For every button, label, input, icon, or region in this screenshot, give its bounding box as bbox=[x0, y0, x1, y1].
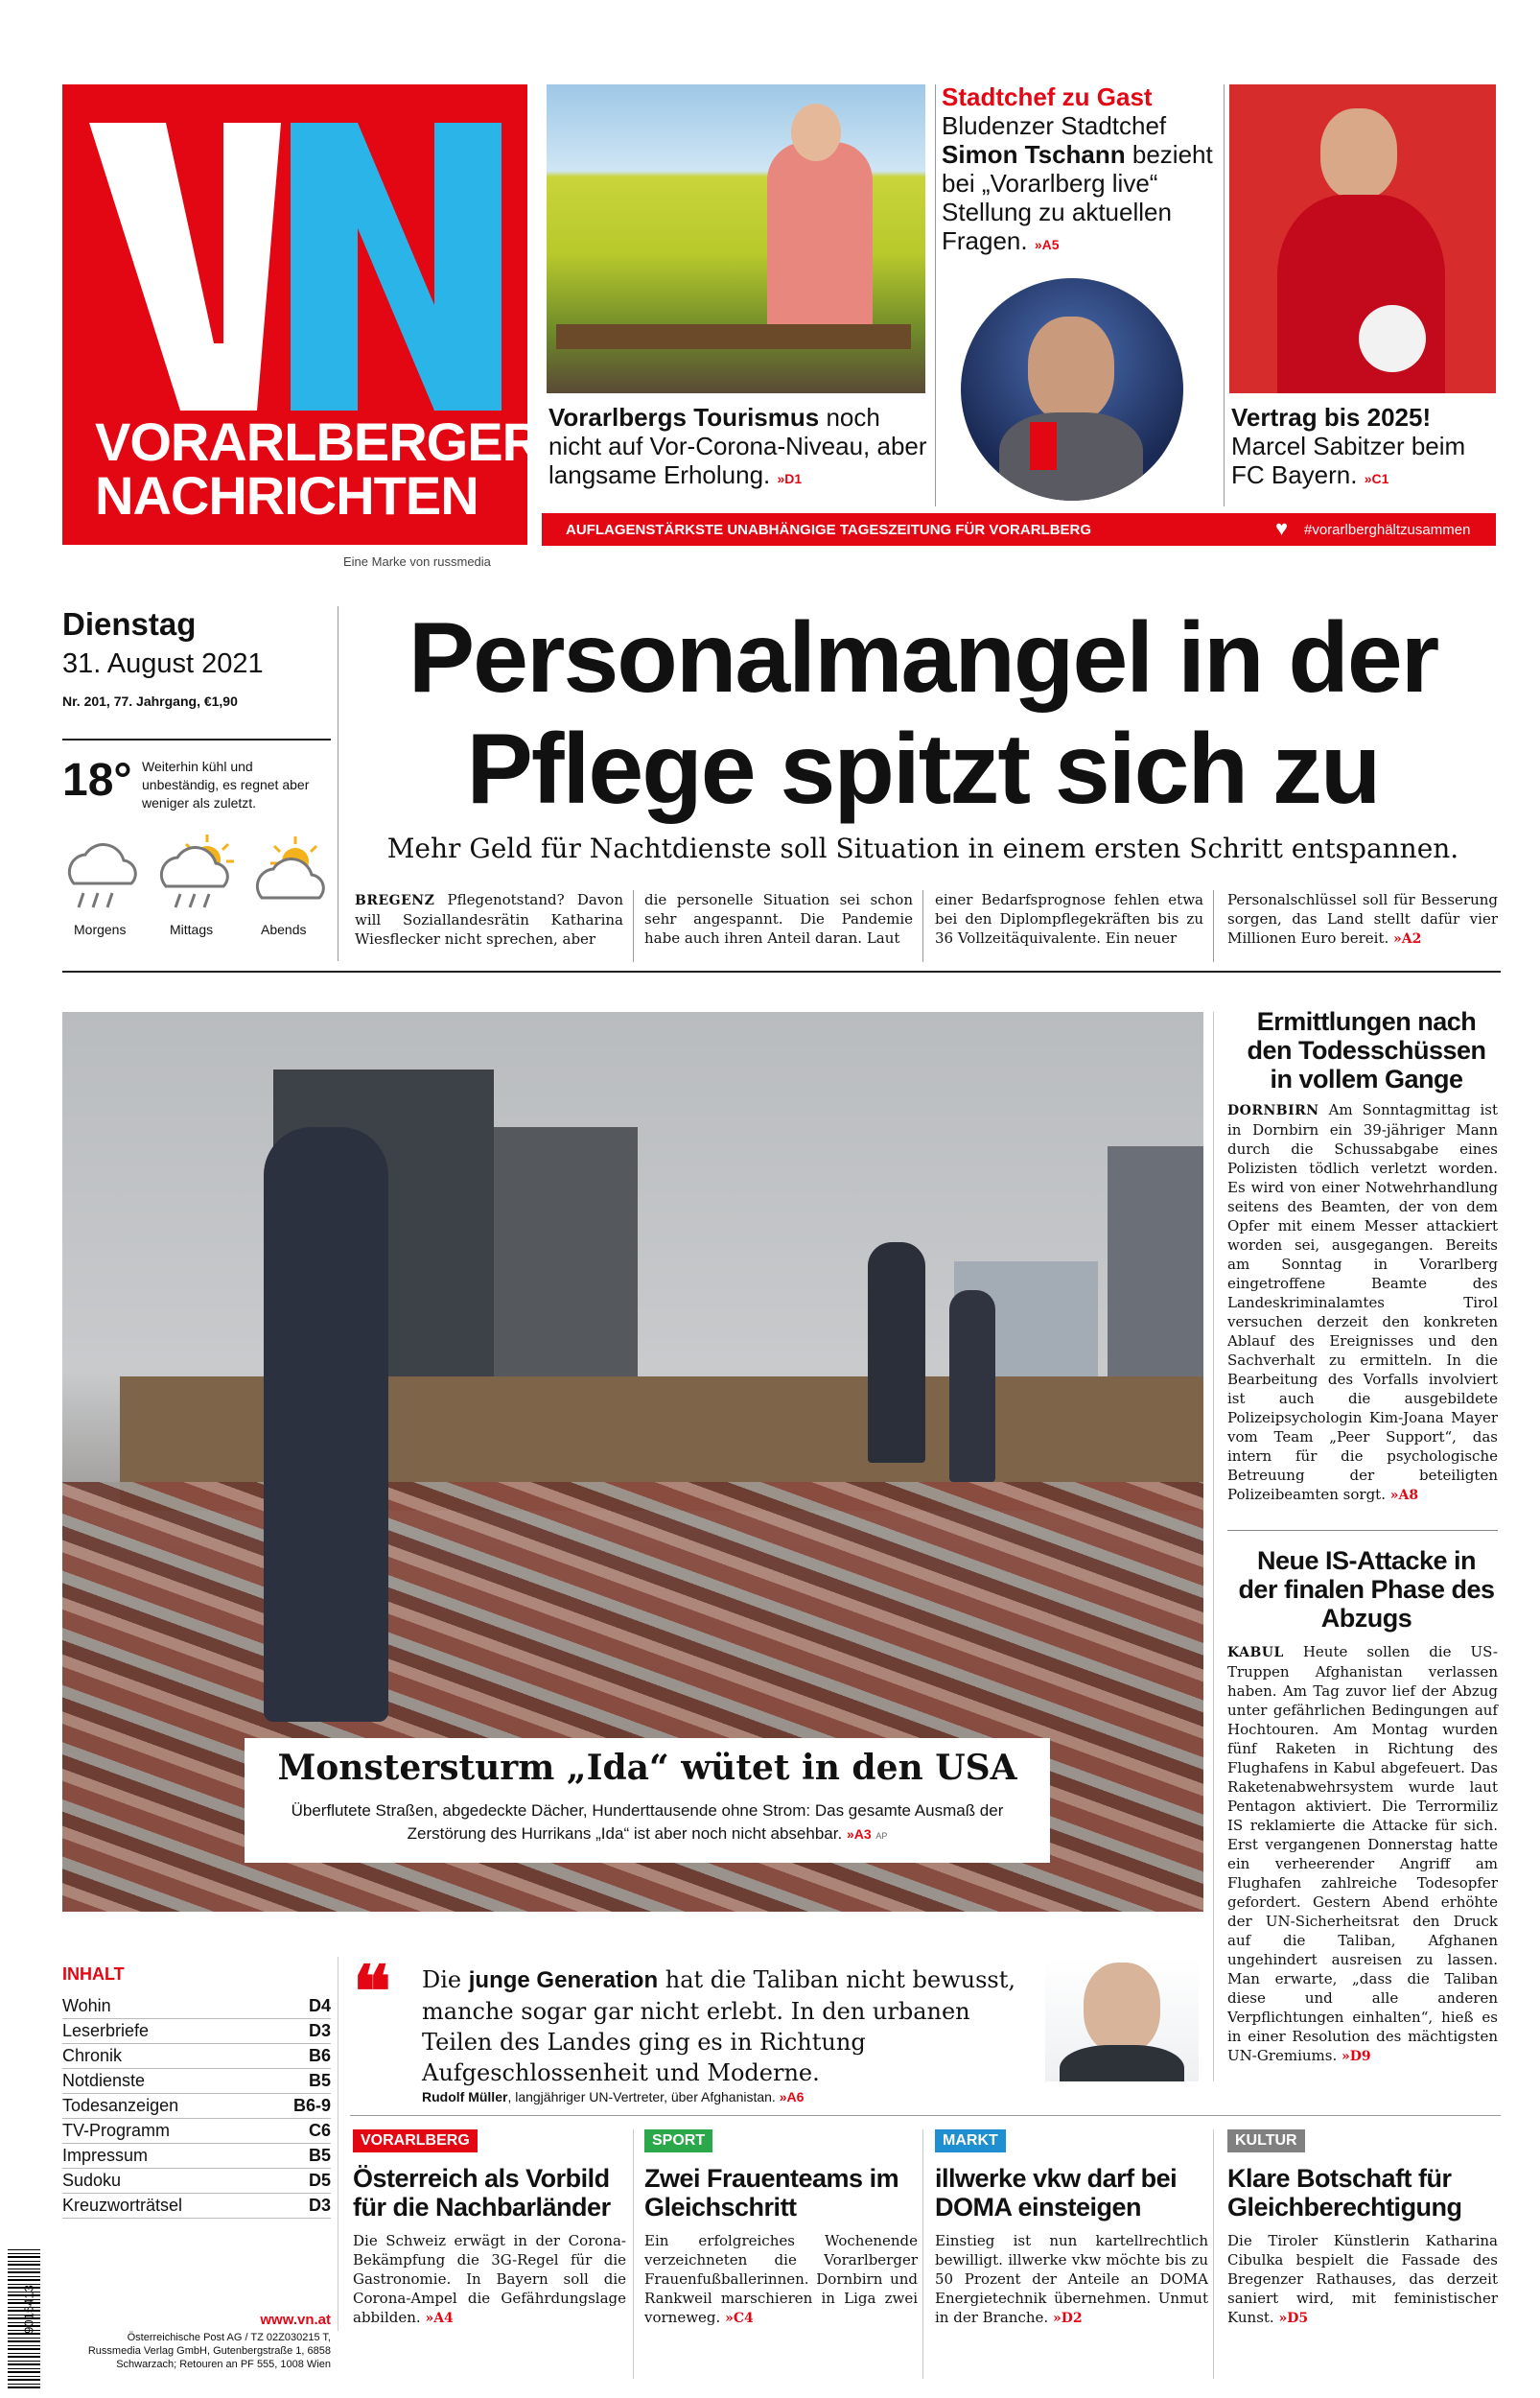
teaser2-line1: Bludenzer Stadtchef bbox=[942, 111, 1167, 140]
toc-row[interactable]: Chronik B6 bbox=[62, 2044, 331, 2069]
side1-ref: »A8 bbox=[1389, 1488, 1419, 1503]
weather-icons bbox=[59, 831, 338, 936]
section-body bbox=[935, 2231, 1208, 2328]
teaser2-portrait[interactable] bbox=[961, 278, 1183, 501]
logo-line2: NACHRICHTEN bbox=[95, 465, 478, 526]
date-block bbox=[62, 606, 321, 709]
photo-story-ref: »A3 bbox=[846, 1826, 872, 1842]
heart-icon: ♥ bbox=[1275, 516, 1289, 540]
toc-title: INHALT bbox=[62, 1964, 125, 1984]
barcode-number: 9015413 bbox=[21, 2285, 36, 2334]
weather-label-evening: Abends bbox=[261, 922, 307, 937]
lead-text-1: Pflegenotstand? Davon will Soziallandesrätin Katharina Wiesflecker nicht sprechen, aber bbox=[355, 891, 623, 948]
weather-text: Weiterhin kühl und unbeständig, es regnet aber weniger als zuletzt. bbox=[142, 759, 310, 811]
logo-block[interactable] bbox=[62, 84, 541, 545]
teaser3-ref: »C1 bbox=[1364, 471, 1389, 486]
teaser1-rest: noch nicht auf Vor-Corona-Niveau, aber langsame Erholung. bbox=[548, 403, 927, 489]
headline-line1: Personalmangel in der bbox=[408, 602, 1438, 714]
toc-row[interactable]: Leserbriefe D3 bbox=[62, 2019, 331, 2044]
quote-text[interactable] bbox=[422, 1964, 1026, 2088]
quote-ref: »A6 bbox=[779, 2089, 805, 2104]
banner-bar bbox=[542, 513, 1496, 546]
section-tag: VORARLBERG bbox=[353, 2129, 478, 2152]
side1-body bbox=[1227, 1100, 1498, 1505]
section-tag: SPORT bbox=[644, 2129, 712, 2152]
footer-imprint: Österreichische Post AG / TZ 02Z030215 T, Russmedia Verlag GmbH, Gutenbergstraße 1, 6858 Schwarzach; Retouren an PF 555, 1008 Wien bbox=[87, 2332, 331, 2370]
toc-row[interactable]: Notdienste B5 bbox=[62, 2069, 331, 2094]
photo-caption-box[interactable] bbox=[245, 1738, 1050, 1863]
weather-label-morning: Morgens bbox=[74, 922, 127, 937]
toc-row[interactable]: Wohin D4 bbox=[62, 1994, 331, 2019]
toc-row[interactable]: Kreuzworträtsel D3 bbox=[62, 2194, 331, 2219]
photo-story-text bbox=[283, 1799, 1012, 1847]
side2-text: Heute sollen die US-Truppen Afghanistan verlassen haben. Am Tag zuvor lief der Abzug unter gefährlichen Bedingungen auf Hochtouren. Am Montag wurden fünf Raketen in Richtung des Flughafens in Kabul abgefeuert. Das Raketenabwehrsystem wurde laut Pentagon aktiviert. Die Terrormiliz IS reklamierte die Attacke für sich. Erst vergangenen Donnerstag hatte ein verheerender Angriff am Flughafen zahlreiche Todesopfer gefordert. Gestern Abend erhöhte der UN-Sicherheitsrat den Druck auf die Taliban, Afghanen ungehindert ausreisen zu lassen. Man erwarte, „dass die Taliban diese und alle anderen Verpflichtungen einhalten“, hieß es in einer Resolution des mächtigsten UN-Gremiums. bbox=[1227, 1643, 1498, 2064]
section-title: Zwei Frauenteams im Gleichschritt bbox=[644, 2164, 899, 2222]
quote-author-name: Rudolf Müller bbox=[422, 2089, 508, 2104]
main-headline[interactable] bbox=[345, 602, 1501, 825]
weather-label-noon: Mittags bbox=[170, 922, 214, 937]
section-text: Die Schweiz erwägt in der Corona-Bekämpfung die 3G-Regel für die Gastronomie. In Bayern soll die Corona-Ampel die Gefährdungslage abbilden. bbox=[353, 2232, 626, 2326]
toc bbox=[62, 1964, 331, 2219]
side2-place: KABUL bbox=[1227, 1645, 1284, 1660]
teaser1-photo[interactable] bbox=[547, 84, 925, 393]
quote-icon: ❝ bbox=[353, 1951, 391, 2034]
teaser1-text[interactable] bbox=[548, 403, 927, 493]
logo-line1: VORARLBERGER bbox=[95, 411, 541, 472]
teaser1-ref: »D1 bbox=[777, 471, 803, 486]
sun-cloud-icon bbox=[247, 831, 343, 917]
quote-portrait bbox=[1045, 1957, 1199, 2081]
lead-place: BREGENZ bbox=[355, 893, 435, 908]
side2-body bbox=[1227, 1642, 1498, 2066]
teaser2-rest: bezieht bei „Vorarlberg live“ Stellung zu aktuellen Fragen. bbox=[942, 140, 1213, 255]
teaser3-rest: Marcel Sabitzer beim FC Bayern. bbox=[1231, 432, 1466, 489]
rain-cloud-icon bbox=[59, 840, 146, 917]
side1-title[interactable]: Ermittlungen nach den Todesschüssen in vollem Gange bbox=[1247, 1007, 1486, 1093]
section-text: Einstieg ist nun kartellrechtlich bewilligt. illwerke vkw möchte bis zu 50 Prozent der Anteile an DOMA Energietechnik übernehmen. Unmut in der Branche. bbox=[935, 2232, 1208, 2326]
side2-title[interactable]: Neue IS-Attacke in der finalen Phase des Abzugs bbox=[1238, 1546, 1495, 1633]
headline-line2: Pflege spitzt sich zu bbox=[466, 714, 1380, 825]
teaser2-kicker: Stadtchef zu Gast bbox=[942, 82, 1153, 111]
teaser2-name: Simon Tschann bbox=[942, 140, 1126, 169]
side1-place: DORNBIRN bbox=[1227, 1103, 1319, 1118]
section-markt[interactable] bbox=[935, 2129, 1208, 2379]
section-title: Klare Botschaft für Gleichberechtigung bbox=[1227, 2164, 1462, 2222]
teaser3-text[interactable] bbox=[1231, 403, 1500, 493]
teaser3-photo[interactable] bbox=[1229, 84, 1496, 393]
photo-story-title: Monstersturm „Ida“ wütet in den USA bbox=[277, 1748, 1017, 1788]
toc-row[interactable]: Sudoku D5 bbox=[62, 2169, 331, 2194]
issue-line: Nr. 201, 77. Jahrgang, €1,90 bbox=[62, 694, 238, 709]
teaser2-ref: »A5 bbox=[1034, 237, 1060, 252]
section-sport[interactable] bbox=[644, 2129, 918, 2379]
lead-col-3: einer Bedarfsprognose fehlen etwa bei den Diplompflegekräften bis zu 36 Vollzeitäquivalente. Ein neuer bbox=[935, 891, 1203, 947]
section-body bbox=[1227, 2231, 1498, 2328]
section-text: Die Tiroler Künstlerin Katharina Cibulka bespielt die Fassade des Bregenzer Rathauses, das derzeit saniert wird, mit feministischer Kunst. bbox=[1227, 2232, 1498, 2326]
weekday: Dienstag bbox=[62, 606, 197, 642]
lead-col-2: die personelle Situation sei schon sehr angespannt. Die Pandemie habe auch ihren Anteil daran. Laut bbox=[644, 891, 913, 947]
lead-text-4: Personalschlüssel soll für Besserung sorgen, das Land stellt dafür vier Millionen Euro bereit. bbox=[1227, 891, 1498, 947]
lead-ref: »A2 bbox=[1393, 931, 1422, 947]
quote-author-role: , langjähriger UN-Vertreter, über Afghanistan. bbox=[507, 2089, 776, 2104]
section-title: Österreich als Vorbild für die Nachbarländer bbox=[353, 2164, 611, 2222]
section-kultur[interactable] bbox=[1227, 2129, 1498, 2379]
vn-logo-icon bbox=[89, 123, 511, 420]
toc-row[interactable]: TV-Programm C6 bbox=[62, 2119, 331, 2144]
section-tag: KULTUR bbox=[1227, 2129, 1305, 2152]
quote-pre: Die bbox=[422, 1966, 462, 1993]
section-tag: MARKT bbox=[935, 2129, 1006, 2152]
banner-right[interactable]: #vorarlberghältzusammen bbox=[1304, 522, 1471, 538]
sun-rain-cloud-icon bbox=[152, 831, 247, 917]
section-text: Ein erfolgreiches Wochenende verzeichneten die Vorarlberger Frauenfußballerinnen. Dornbirn und Rankweil marschieren in Liga zwei vorneweg. bbox=[644, 2232, 918, 2326]
date: 31. August 2021 bbox=[62, 648, 264, 679]
section-body bbox=[644, 2231, 918, 2328]
section-body bbox=[353, 2231, 626, 2328]
temperature: 18° bbox=[62, 755, 132, 806]
teaser2-text[interactable] bbox=[942, 82, 1220, 259]
headline-subtitle: Mehr Geld für Nachtdienste soll Situation in einem ersten Schritt entspannen. bbox=[386, 833, 1459, 864]
side2-ref: »D9 bbox=[1342, 2049, 1371, 2064]
toc-row[interactable]: Impressum B5 bbox=[62, 2144, 331, 2169]
teaser3-title: Vertrag bis 2025! bbox=[1231, 403, 1432, 432]
section-vorarlberg[interactable] bbox=[353, 2129, 626, 2379]
lead-col-1 bbox=[355, 890, 623, 949]
quote-rest: hat die Taliban nicht bewusst, manche sogar gar nicht erlebt. In den urbanen Teilen des Landes ging es in Richtung Aufgeschlossenheit und Moderne. bbox=[422, 1966, 1016, 2086]
section-ref: »D2 bbox=[1052, 2311, 1083, 2326]
lead-col-4 bbox=[1227, 890, 1498, 949]
footer-url[interactable]: www.vn.at bbox=[260, 2312, 331, 2328]
section-ref: »D5 bbox=[1278, 2311, 1309, 2326]
photo-story-body: Überflutete Straßen, abgedeckte Dächer, Hunderttausende ohne Strom: Das gesamte Ausmaß der Zerstörung des Hurrikans „Ida“ ist aber noch nicht absehbar. bbox=[291, 1801, 1004, 1843]
quote-author bbox=[422, 2089, 804, 2104]
side1-text: Am Sonntagmittag ist in Dornbirn ein 39-jähriger Mann durch die Schussabgabe eines Polizisten tödlich verletzt worden. Es wird von einer Notwehrhandlung seitens des Beamten, der von dem Opfer mit einem Messer attackiert worden sei, ausgegangen. Bereits am Sonntag in Vorarlberg eingetroffene Beamte des Landeskriminalamtes Tirol versuchen derzeit den konkreten Ablauf des Ereignisses und den Sachverhalt zu ermitteln. In die Bearbeitung des Vorfalls involviert ist auch die ausgebildete Polizeipsychologin Kim-Joana Mayer vom Team „Peer Support“, das intern für die psychologische Betreuung der beteiligten Polizeibeamten sorgt. bbox=[1227, 1101, 1498, 1503]
brand-line: Eine Marke von russmedia bbox=[343, 554, 491, 569]
toc-row[interactable]: Todesanzeigen B6-9 bbox=[62, 2094, 331, 2119]
photo-credit: AP bbox=[875, 1831, 888, 1841]
teaser1-title: Vorarlbergs Tourismus bbox=[548, 403, 820, 432]
section-ref: »C4 bbox=[725, 2311, 754, 2326]
quote-bold: junge Generation bbox=[468, 1967, 659, 1993]
section-ref: »A4 bbox=[425, 2311, 454, 2326]
banner-left: AUFLAGENSTÄRKSTE UNABHÄNGIGE TAGESZEITUNG FÜR VORARLBERG bbox=[566, 522, 1092, 538]
section-title: illwerke vkw darf bei DOMA einsteigen bbox=[935, 2164, 1178, 2222]
